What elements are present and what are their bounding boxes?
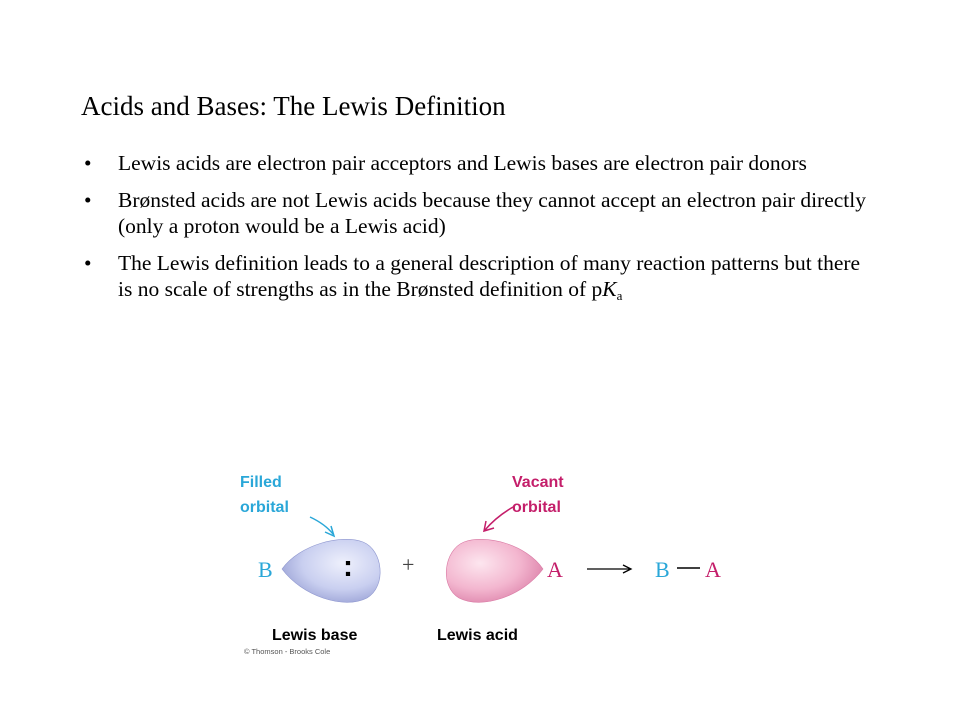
lone-pair-dots: : xyxy=(343,550,353,583)
base-letter: B xyxy=(258,557,273,582)
product-base-letter: B xyxy=(655,557,670,582)
plus-sign: + xyxy=(402,552,415,577)
lewis-acid-caption: Lewis acid xyxy=(437,627,518,644)
slide-title: Acids and Bases: The Lewis Definition xyxy=(81,91,506,121)
lewis-base-caption: Lewis base xyxy=(272,627,358,644)
bullet-text: Lewis acids are electron pair acceptors and Lewis bases are electron pair donors xyxy=(118,151,807,175)
bullet-item xyxy=(84,150,874,176)
pka-subscript: a xyxy=(616,288,623,303)
pka-k: K xyxy=(602,277,617,301)
bullet-list xyxy=(84,150,874,320)
bullet-text: Brønsted acids are not Lewis acids because they cannot accept an electron pair directly (only a proton would be a Lewis acid) xyxy=(118,188,866,238)
vacant-orbital-pointer xyxy=(484,507,513,531)
filled-orbital-label-1: Filled xyxy=(240,474,282,491)
lewis-acid-orbital xyxy=(446,539,543,602)
vacant-orbital-label-1: Vacant xyxy=(512,474,564,491)
copyright-credit: © Thomson - Brooks Cole xyxy=(244,647,331,656)
product-acid-letter: A xyxy=(705,557,721,582)
bullet-item xyxy=(84,250,874,309)
bullet-item xyxy=(84,187,874,239)
lewis-base-orbital xyxy=(282,539,380,602)
bullet-dot: • xyxy=(84,188,92,212)
bullet-dot: • xyxy=(84,151,92,175)
reaction-arrow xyxy=(587,565,631,573)
filled-orbital-label-2: orbital xyxy=(240,499,289,516)
acid-letter: A xyxy=(547,557,563,582)
filled-orbital-pointer xyxy=(310,517,334,536)
bullet-text: The Lewis definition leads to a general description of many reaction patterns but there is no scale of strengths as in the Brønsted definition of p xyxy=(118,251,861,301)
bullet-dot: • xyxy=(84,251,92,275)
vacant-orbital-label-2: orbital xyxy=(512,499,561,516)
lewis-reaction-figure xyxy=(230,462,740,662)
